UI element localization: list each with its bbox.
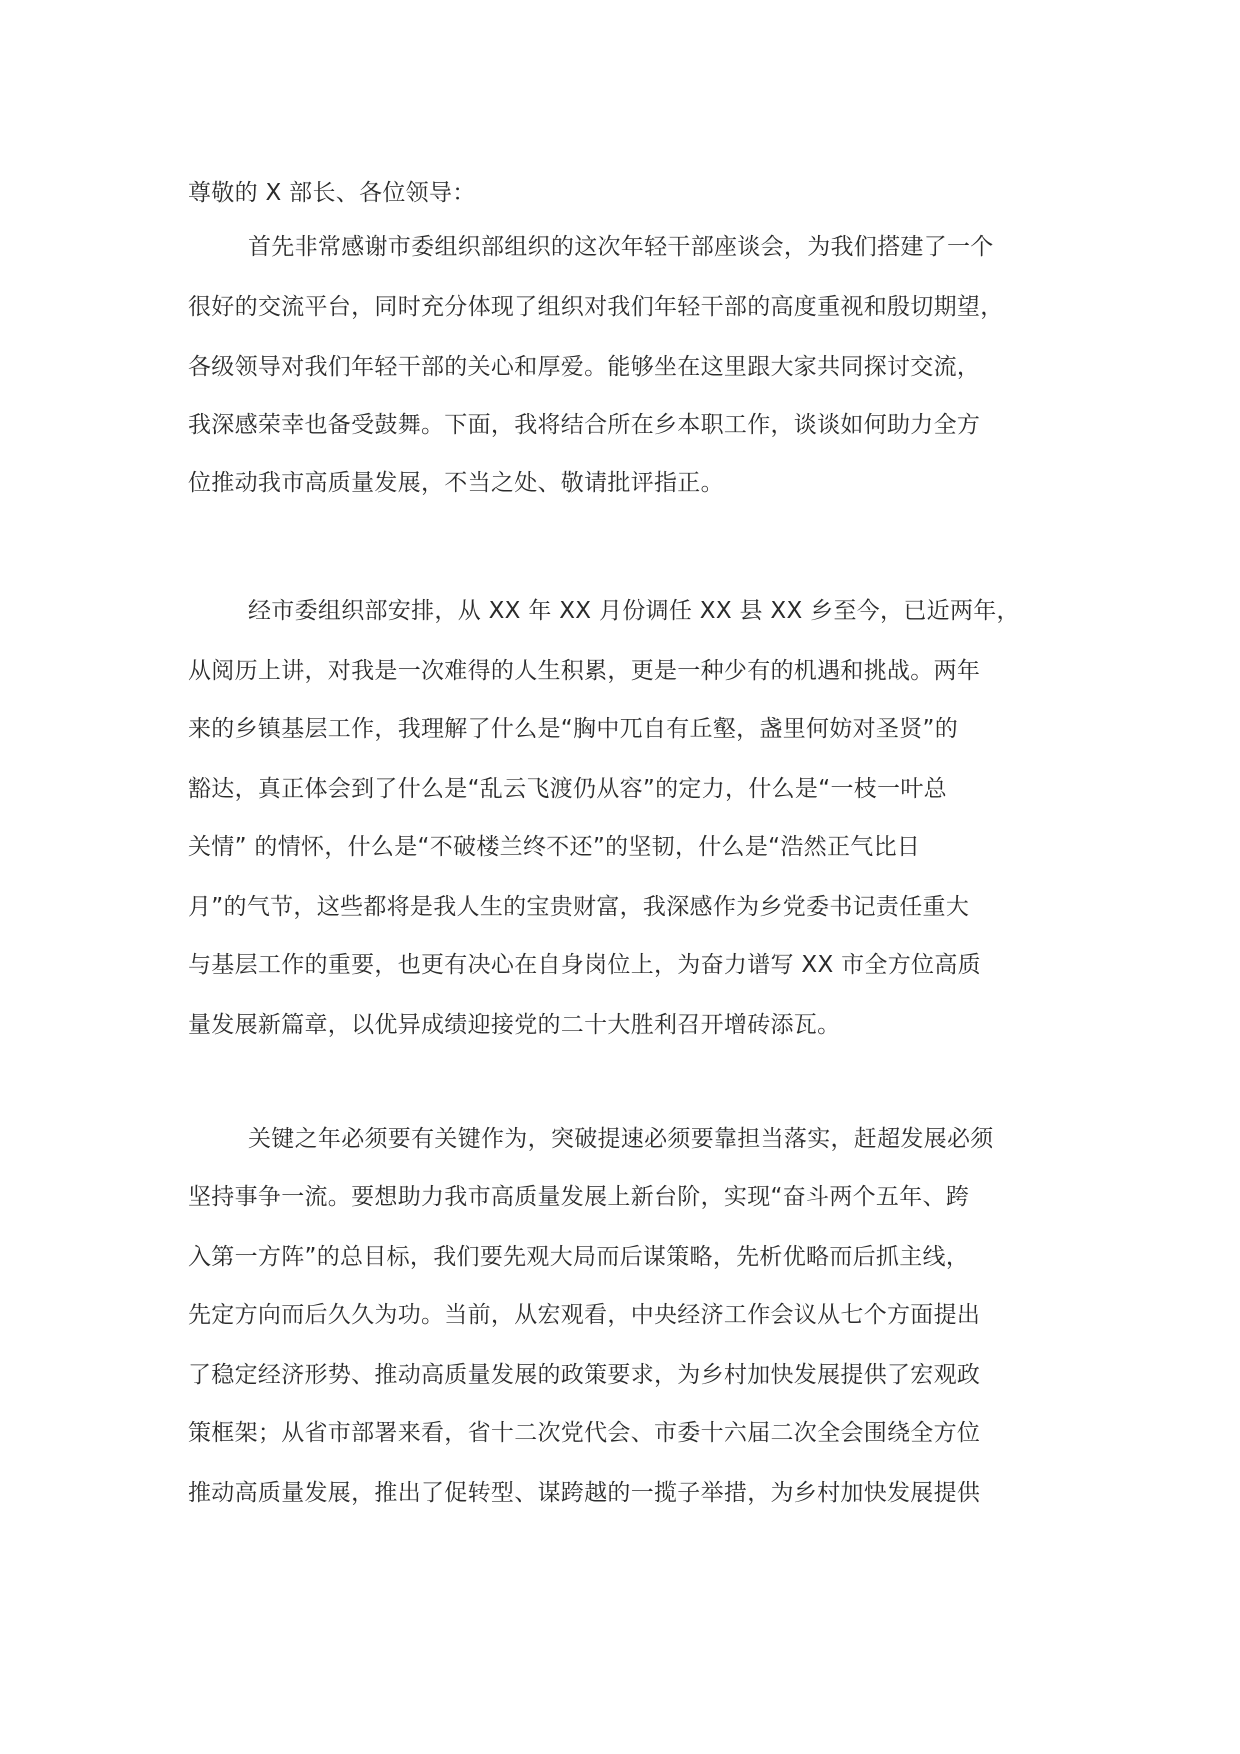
paragraph-1-line-2: 很好的交流平台，同时充分体现了组织对我们年轻干部的高度重视和殷切期望，: [188, 294, 1004, 320]
paragraph-3-line-4: 先定方向而后久久为功。当前，从宏观看，中央经济工作会议从七个方面提出: [188, 1302, 981, 1328]
paragraph-2-line-1: 经市委组织部安排，从 XX 年 XX 月份调任 XX 县 XX 乡至今，已近两年，: [248, 598, 1020, 624]
paragraph-3-line-5: 了稳定经济形势、推动高质量发展的政策要求，为乡村加快发展提供了宏观政: [188, 1362, 981, 1388]
paragraph-1-line-4: 我深感荣幸也备受鼓舞。下面，我将结合所在乡本职工作，谈谈如何助力全方: [188, 412, 981, 438]
paragraph-3-line-7: 推动高质量发展，推出了促转型、谋跨越的一揽子举措，为乡村加快发展提供: [188, 1480, 981, 1506]
paragraph-3-line-3: 入第一方阵”的总目标，我们要先观大局而后谋策略，先析优略而后抓主线，: [188, 1244, 970, 1270]
paragraph-3-line-2: 坚持事争一流。要想助力我市高质量发展上新台阶，实现“奋斗两个五年、跨: [188, 1184, 970, 1210]
paragraph-1-line-1: 首先非常感谢市委组织部组织的这次年轻干部座谈会，为我们搭建了一个: [248, 234, 994, 260]
paragraph-1-line-5: 位推动我市高质量发展，不当之处、敬请批评指正。: [188, 470, 724, 496]
paragraph-2-line-6: 月”的气节，这些都将是我人生的宝贵财富，我深感作为乡党委书记责任重大: [188, 894, 970, 920]
salutation: 尊敬的 X 部长、各位领导：: [188, 180, 476, 206]
paragraph-3-line-1: 关键之年必须要有关键作为，突破提速必须要靠担当落实，赶超发展必须: [248, 1126, 994, 1152]
paragraph-2-line-8: 量发展新篇章，以优异成绩迎接党的二十大胜利召开增砖添瓦。: [188, 1012, 841, 1038]
paragraph-2-line-4: 豁达，真正体会到了什么是“乱云飞渡仍从容”的定力，什么是“一枝一叶总: [188, 776, 947, 802]
paragraph-2-line-2: 从阅历上讲，对我是一次难得的人生积累，更是一种少有的机遇和挑战。两年: [188, 658, 981, 684]
paragraph-1-line-3: 各级领导对我们年轻干部的关心和厚爱。能够坐在这里跟大家共同探讨交流，: [188, 354, 981, 380]
paragraph-2-line-5: 关情” 的情怀，什么是“不破楼兰终不还”的坚韧，什么是“浩然正气比日: [188, 834, 921, 860]
paragraph-2-line-3: 来的乡镇基层工作，我理解了什么是“胸中兀自有丘壑，盏里何妨对圣贤”的: [188, 716, 959, 742]
paragraph-2-line-7: 与基层工作的重要，也更有决心在自身岗位上，为奋力谱写 XX 市全方位高质: [188, 952, 981, 978]
paragraph-3-line-6: 策框架；从省市部署来看，省十二次党代会、市委十六届二次全会围绕全方位: [188, 1420, 981, 1446]
